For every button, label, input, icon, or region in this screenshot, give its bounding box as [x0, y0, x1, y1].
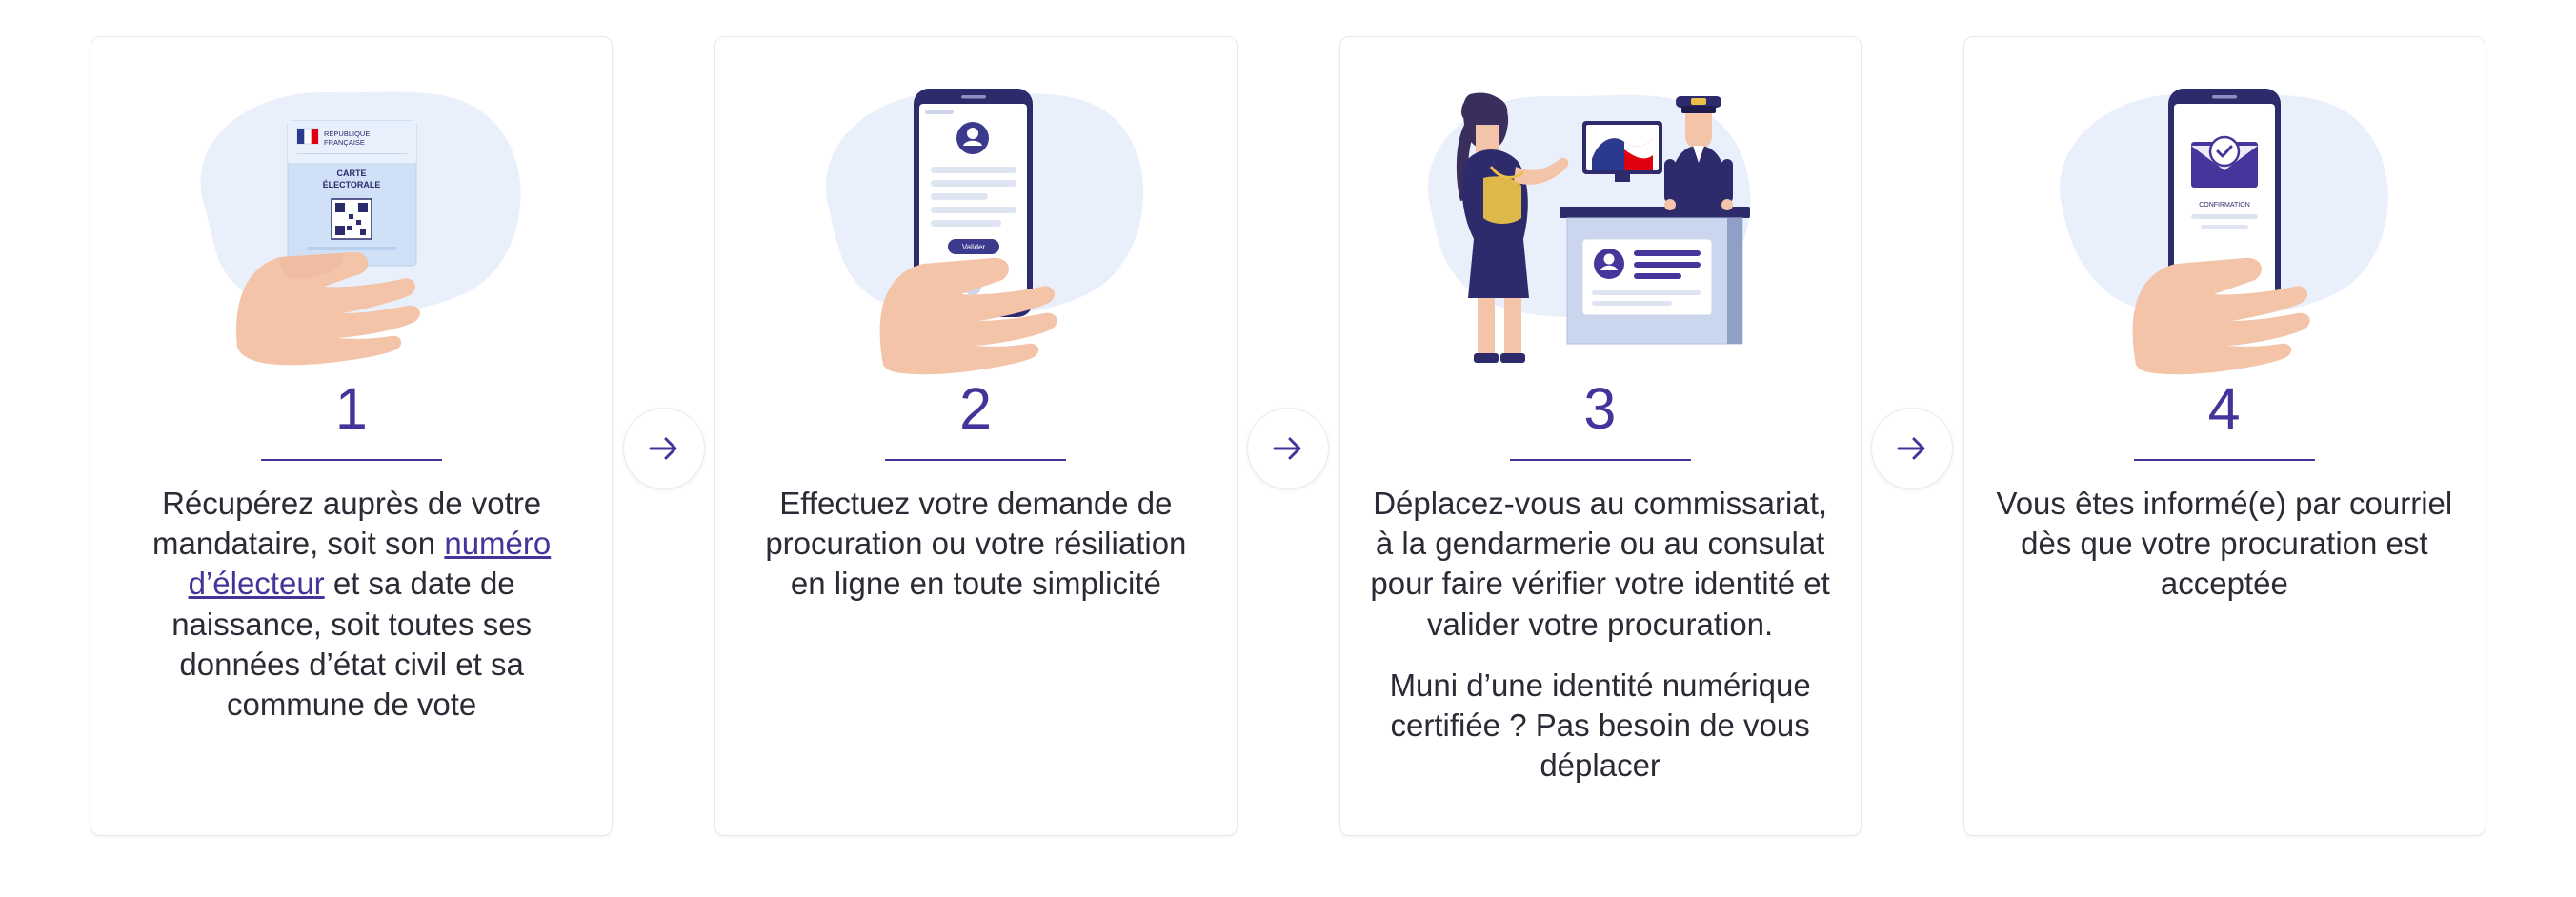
step-description [120, 484, 583, 725]
woman-at-police-counter-illustration [1369, 62, 1832, 376]
connector-1 [613, 36, 714, 489]
step-text-after: et sa date de naissance, soit toutes ses données d’état civil et sa commune de vote [171, 566, 533, 723]
step-divider [2134, 459, 2315, 461]
arrow-right-icon [1871, 408, 1953, 489]
step-card-4 [1963, 36, 2485, 836]
step-description: Déplacez-vous au commissariat, à la gendarmerie ou au consulat pour faire vérifier votre identité et valider votre procuration. [1370, 486, 1830, 642]
step-card-1 [91, 36, 613, 836]
svg-text:FRANÇAISE: FRANÇAISE [324, 138, 366, 147]
svg-text:Valider: Valider [962, 243, 986, 251]
svg-text:CARTE: CARTE [336, 169, 367, 178]
step-text-before: Récupérez auprès de votre mandataire, soit son [152, 486, 542, 562]
step-description-secondary: Muni d’une identité numérique certifiée ? Pas besoin de vous déplacer [1389, 667, 1811, 784]
connector-3 [1862, 36, 1963, 489]
step-card-3 [1339, 36, 1862, 836]
arrow-right-icon [623, 408, 705, 489]
connector-2 [1238, 36, 1339, 489]
step-number: 4 [2207, 376, 2242, 441]
numero-electeur-link[interactable]: numéro d’électeur [188, 526, 552, 602]
step-number: 1 [334, 376, 369, 441]
step-card-2 [714, 36, 1237, 836]
svg-text:CONFIRMATION: CONFIRMATION [2199, 202, 2250, 209]
step-divider [885, 459, 1066, 461]
hand-holding-phone-confirmation-illustration [1993, 62, 2456, 376]
step-description: Effectuez votre demande de procuration ou votre résiliation en ligne en toute simplicité [765, 486, 1187, 602]
svg-text:RÉPUBLIQUE: RÉPUBLIQUE [324, 130, 371, 138]
step-number: 3 [1583, 376, 1617, 441]
step-divider [1510, 459, 1691, 461]
arrow-right-icon [1247, 408, 1329, 489]
hand-holding-voter-card-illustration [120, 62, 583, 376]
hand-holding-phone-form-illustration [744, 62, 1207, 376]
step-number: 2 [959, 376, 993, 441]
step-divider [261, 459, 442, 461]
svg-text:ÉLECTORALE: ÉLECTORALE [322, 180, 381, 189]
step-description: Vous êtes informé(e) par courriel dès que votre procuration est acceptée [1996, 486, 2453, 602]
